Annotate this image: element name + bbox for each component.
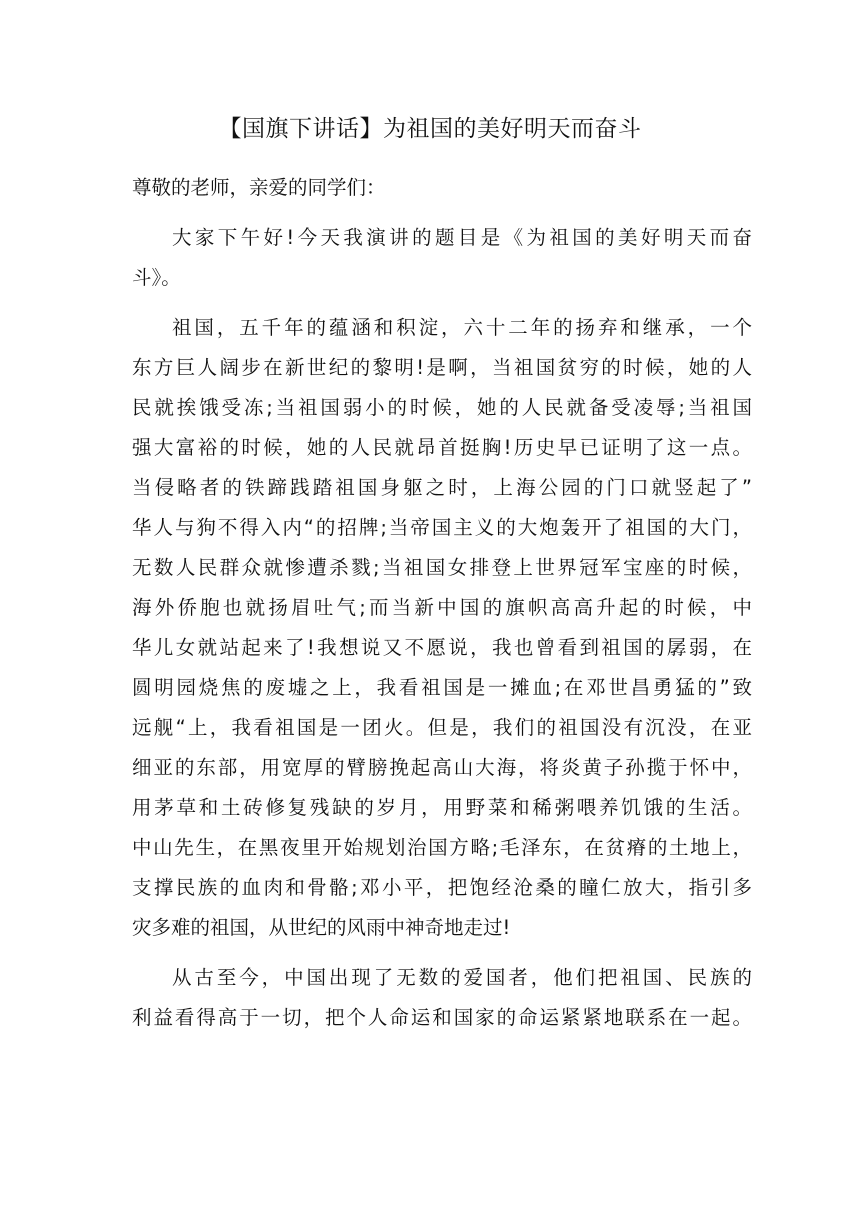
paragraph-line: 强大富裕的时候，她的人民就昂首挺胸!历史早已证明了这一点。 [132, 436, 752, 459]
paragraph-line: 中山先生，在黑夜里开始规划治国方略;毛泽东，在贫瘠的土地上， [132, 836, 752, 859]
paragraph-line: 利益看得高于一切，把个人命运和国家的命运紧紧地联系在一起。 [132, 1006, 752, 1029]
greeting-line: 尊敬的老师，亲爱的同学们： [132, 176, 386, 199]
paragraph-line: 大家下午好!今天我演讲的题目是《为祖国的美好明天而奋 [172, 226, 752, 249]
paragraph-line: 支撑民族的血肉和骨骼;邓小平，把饱经沧桑的瞳仁放大，指引多 [132, 876, 752, 899]
paragraph-line: 从古至今，中国出现了无数的爱国者，他们把祖国、民族的 [172, 966, 752, 989]
paragraph-line: 当侵略者的铁蹄践踏祖国身躯之时，上海公园的门口就竖起了” [132, 476, 752, 499]
paragraph-line: 无数人民群众就惨遭杀戮;当祖国女排登上世界冠军宝座的时候， [132, 556, 752, 579]
paragraph-line: 海外侨胞也就扬眉吐气;而当新中国的旗帜高高升起的时候，中 [132, 596, 752, 619]
paragraph-line: 远舰“上，我看祖国是一团火。但是，我们的祖国没有沉没，在亚 [132, 716, 752, 739]
paragraph-line: 灾多难的祖国，从世纪的风雨中神奇地走过! [132, 916, 511, 939]
paragraph-line: 东方巨人阔步在新世纪的黎明!是啊，当祖国贫穷的时候，她的人 [132, 356, 752, 379]
paragraph-line: 细亚的东部，用宽厚的臂膀挽起高山大海，将炎黄子孙揽于怀中， [132, 756, 752, 779]
paragraph-line: 圆明园烧焦的废墟之上，我看祖国是一摊血;在邓世昌勇猛的”致 [132, 676, 752, 699]
paragraph-line: 用茅草和土砖修复残缺的岁月，用野菜和稀粥喂养饥饿的生活。 [132, 796, 752, 819]
document-title: 【国旗下讲话】为祖国的美好明天而奋斗 [218, 116, 642, 142]
paragraph-line: 华人与狗不得入内“的招牌;当帝国主义的大炮轰开了祖国的大门， [132, 516, 752, 539]
paragraph-line: 民就挨饿受冻;当祖国弱小的时候，她的人民就备受凌辱;当祖国 [132, 396, 752, 419]
paragraph-line: 斗》。 [132, 266, 181, 289]
paragraph-line: 华儿女就站起来了!我想说又不愿说，我也曾看到祖国的孱弱，在 [132, 636, 752, 659]
paragraph-line: 祖国，五千年的蕴涵和积淀，六十二年的扬弃和继承，一个 [172, 316, 752, 339]
